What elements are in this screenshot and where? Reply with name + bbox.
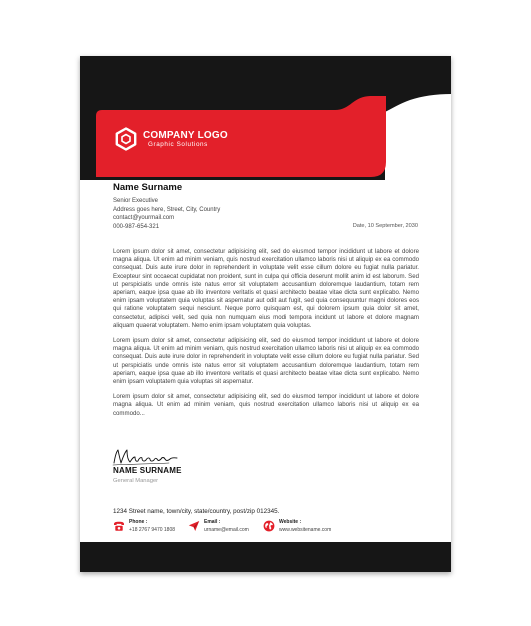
footer-website bbox=[263, 519, 331, 534]
recipient-position: Senior Executive bbox=[113, 198, 159, 204]
letterhead-page bbox=[80, 56, 451, 572]
recipient-name: Name Surname bbox=[113, 182, 183, 193]
hexagon-logo-icon bbox=[114, 127, 138, 151]
letter-body bbox=[113, 248, 419, 425]
recipient-email: contact@yourmail.com bbox=[113, 215, 175, 222]
company-tagline: Graphic Solutions bbox=[148, 140, 208, 148]
letterhead-header-graphic bbox=[80, 56, 451, 180]
body-paragraph: Lorem ipsum dolor sit amet, consectetur adipisicing elit, sed do eiusmod tempor incididunt ut labore et dolore magna aliqua. Ut enim ad minim veniam, quis nostrud exercitation ullamco laboris nisi ut aliquip ex ea commodo... bbox=[113, 393, 419, 417]
website-label: Website : bbox=[279, 519, 302, 525]
company-logo bbox=[114, 127, 228, 151]
phone-value: +18 2767 9470 1808 bbox=[129, 527, 176, 533]
footer-address: 1234 Street name, town/city, state/country, post/zip 012345. bbox=[113, 508, 280, 515]
signatory-title: General Manager bbox=[113, 478, 159, 484]
body-paragraph: Lorem ipsum dolor sit amet, consectetur adipisicing elit, sed do eiusmod tempor incididunt ut labore et dolore magna aliqua. Ut enim ad minim veniam, quis nostrud exercitation ullamco laboris nisi ut aliquip ex ea commodo consequat. Duis aute irure dolor in reprehenderit in voluptate velit esse cillum dolore eu fugiat nulla pariatur. Sed ut perspiciatis unde omnis iste natus error sit voluptatem accusantium doloremque laudantium, totam rem aperiam, eaque ipsa quae ab illo inventore veritatis et quasi architecto beatae vitae dicta sunt explicabo. Nemo enim ipsam voluptatem quia voluptas sit aspernatur. bbox=[113, 337, 419, 386]
footer-phone bbox=[113, 519, 175, 534]
recipient-address: Address goes here, Street, City, Country bbox=[113, 206, 221, 213]
paper-plane-icon bbox=[188, 520, 200, 532]
telephone-icon bbox=[113, 520, 125, 532]
signatory-name: NAME SURNAME bbox=[113, 466, 182, 475]
phone-label: Phone : bbox=[129, 519, 148, 525]
website-value: www.websitename.com bbox=[279, 527, 332, 533]
company-name: COMPANY LOGO bbox=[143, 129, 228, 141]
recipient-details bbox=[113, 197, 220, 231]
body-paragraph: Lorem ipsum dolor sit amet, consectetur adipisicing elit, sed do eiusmod tempor incididunt ut labore et dolore magna aliqua. Ut enim ad minim veniam, quis nostrud exercitation ullamco laboris nisi ut aliquip ex ea commodo consequat. Duis aute irure dolor in reprehenderit in voluptate velit esse cillum dolore eu fugiat nulla pariatur. Excepteur sint occaecat cupidatat non proident, sunt in culpa qui officia deserunt mollit anim id est laborum. Sed ut perspiciatis unde omnis iste natus error sit voluptatem accusantium doloremque laudantium, totam rem aperiam, eaque ipsa quae ab illo inventore veritatis et quasi architecto beatae vitae dicta sunt explicabo. Nemo enim ipsam voluptatem quia voluptas sit aspernatur aut odit aut fugit, sed quia consequuntur magni dolores eos qui ratione voluptatem sequi nesciunt. Neque porro quisquam est, qui dolorem ipsum quia dolor sit amet, consectetur, adipisci velit, sed quia non numquam eius modi tempora incidunt ut labore et dolore magnam aliquam quaerat voluptatem. Nemo enim ipsam voluptatem quia voluptas. bbox=[113, 248, 419, 329]
email-label: Email : bbox=[204, 519, 221, 525]
footer-bar bbox=[80, 542, 451, 572]
footer-email bbox=[188, 519, 249, 534]
email-value: urname@email.com bbox=[204, 527, 249, 533]
globe-icon bbox=[263, 520, 275, 532]
handwritten-signature bbox=[111, 446, 181, 468]
letter-date: Date, 10 September, 2030 bbox=[352, 223, 418, 229]
recipient-phone: 000-987-654-321 bbox=[113, 223, 160, 230]
